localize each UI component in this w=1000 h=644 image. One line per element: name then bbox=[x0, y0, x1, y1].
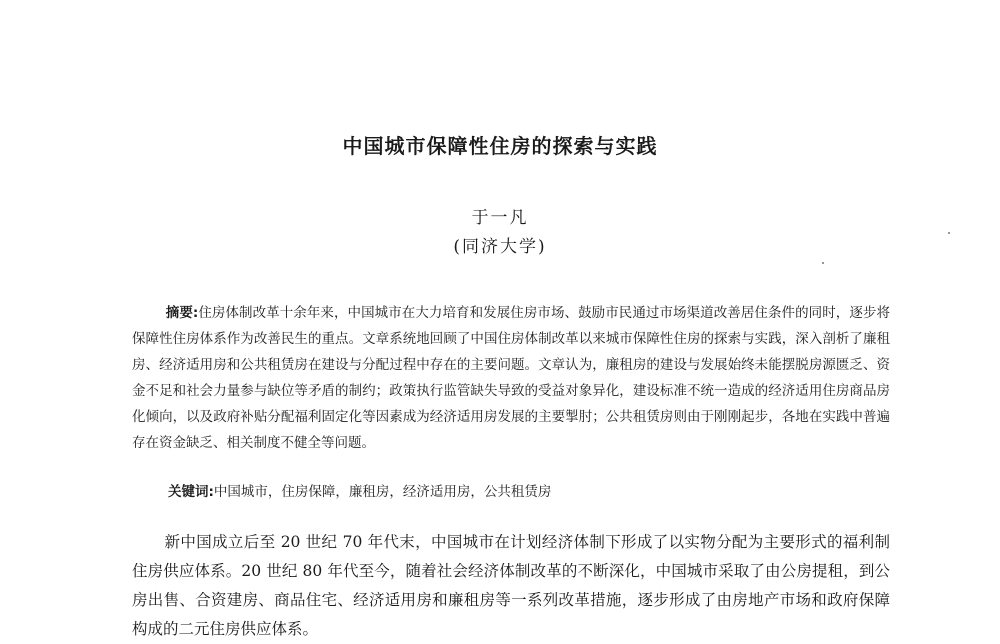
author-affiliation: (同济大学) bbox=[453, 237, 547, 257]
body-paragraph: 新中国成立后至 20 世纪 70 年代末，中国城市在计划经济体制下形成了以实物分配为主要形式的福利制住房供应体系。20 世纪 80 年代至今，随着社会经济体制改革的不断深化，中国城市采取了由公房提租，到公房出售、合资建房、商品住宅、经济适用房和廉租房等一系列改革措施，逐步形成了由房地产市场和政府保障构成的二元住房供应体系。 bbox=[132, 533, 890, 638]
keywords-block bbox=[168, 479, 890, 505]
author-name: 于一凡 bbox=[471, 208, 529, 228]
abstract-text: 住房体制改革十余年来，中国城市在大力培育和发展住房市场、鼓励市民通过市场渠道改善居住条件的同时，逐步将保障性住房体系作为改善民生的重点。文章系统地回顾了中国住房体制改革以来城市保障性住房的探索与实践，深入剖析了廉租房、经济适用房和公共租赁房在建设与分配过程中存在的主要问题。文章认为，廉租房的建设与发展始终未能摆脱房源匮乏、资金不足和社会力量参与缺位等矛盾的制约；政策执行监管缺失导致的受益对象异化，建设标准不统一造成的经济适用住房商品房化倾向，以及政府补贴分配福利固定化等因素成为经济适用房发展的主要掣肘；公共租赁房则由于刚刚起步，各地在实践中普遍存在资金缺乏、相关制度不健全等问题。 bbox=[132, 305, 890, 451]
keywords-label: 关键词: bbox=[168, 484, 214, 500]
abstract-block bbox=[132, 300, 890, 456]
paper-title: 中国城市保障性住房的探索与实践 bbox=[342, 134, 658, 158]
scan-speck bbox=[948, 232, 950, 234]
keywords-text: 中国城市，住房保障，廉租房，经济适用房，公共租赁房 bbox=[213, 484, 552, 500]
abstract-label: 摘要: bbox=[165, 305, 199, 321]
scan-speck bbox=[822, 262, 824, 264]
